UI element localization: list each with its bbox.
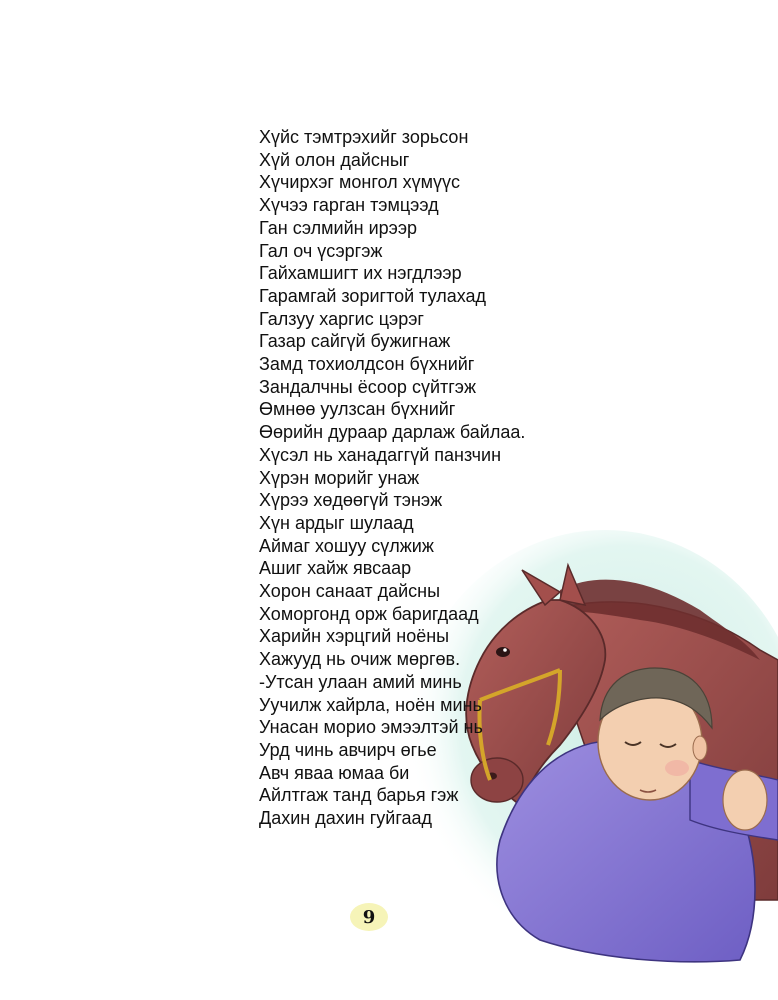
poem-line: Хүчирхэг монгол хүмүүс (259, 172, 460, 193)
poem-line: Ашиг хайж явсаар (259, 558, 412, 579)
poem-line: Хоморгонд орж баригдаад (259, 603, 479, 624)
poem-line: Хүн ардыг шулаад (259, 512, 414, 533)
poem-line: Газар сайгүй бужигнаж (259, 331, 451, 352)
poem-line: Замд тохиолдсон бүхнийг (259, 354, 475, 375)
poem-line: Хүй олон дайсныг (259, 149, 410, 170)
poem-line: Өөрийн дураар дарлаж байлаа. (259, 422, 526, 443)
poem-line: Өмнөө уулзсан бүхнийг (259, 399, 456, 420)
poem-line: Хүрээ хөдөөгүй тэнэж (259, 490, 443, 511)
poem-line: Гарамгай зоригтой тулахад (259, 285, 487, 306)
poem-line: Урд чинь авчирч өгье (259, 739, 437, 760)
poem-line: Харийн хэрцгий ноёны (259, 626, 450, 647)
poem-line: Галзуу харгис цэрэг (259, 308, 424, 329)
boy-hand (723, 770, 767, 830)
poem-line: Хорон санаат дайсны (259, 581, 441, 602)
poem-line: Хүйс тэмтрэхийг зорьсон (259, 127, 469, 147)
poem-line: Дахин дахин гуйгаад (259, 808, 433, 829)
poem-line: -Утсан улаан амий минь (259, 671, 462, 692)
poem-line: Хүчээ гарган тэмцээд (259, 195, 439, 216)
poem-line: Авч яваа юмаа би (259, 762, 410, 783)
poem-line: Хүсэл нь ханадаггүй панзчин (259, 444, 502, 465)
poem-line: Унасан морио эмээлтэй нь (259, 717, 483, 738)
page-number-badge (350, 903, 388, 931)
poem-line: Хүрэн морийг унаж (259, 467, 420, 488)
poem-line: Айлтгаж танд барья гэж (259, 785, 459, 806)
poem-line: Гайхамшигт их нэгдлээр (259, 263, 462, 284)
poem-line: Хажууд нь очиж мөргөв. (259, 649, 461, 670)
poem-line: Гал оч үсэргэж (259, 240, 383, 261)
page-number: 9 (362, 906, 376, 928)
poem-line: Зандалчны ёсоор сүйтгэж (259, 376, 477, 397)
poem-text (259, 126, 525, 830)
poem-line: Ган сэлмийн ирээр (259, 217, 418, 238)
poem-line: Уучилж хайрла, ноён минь (259, 694, 482, 715)
poem-line: Аймаг хошуу сүлжиж (259, 535, 434, 556)
